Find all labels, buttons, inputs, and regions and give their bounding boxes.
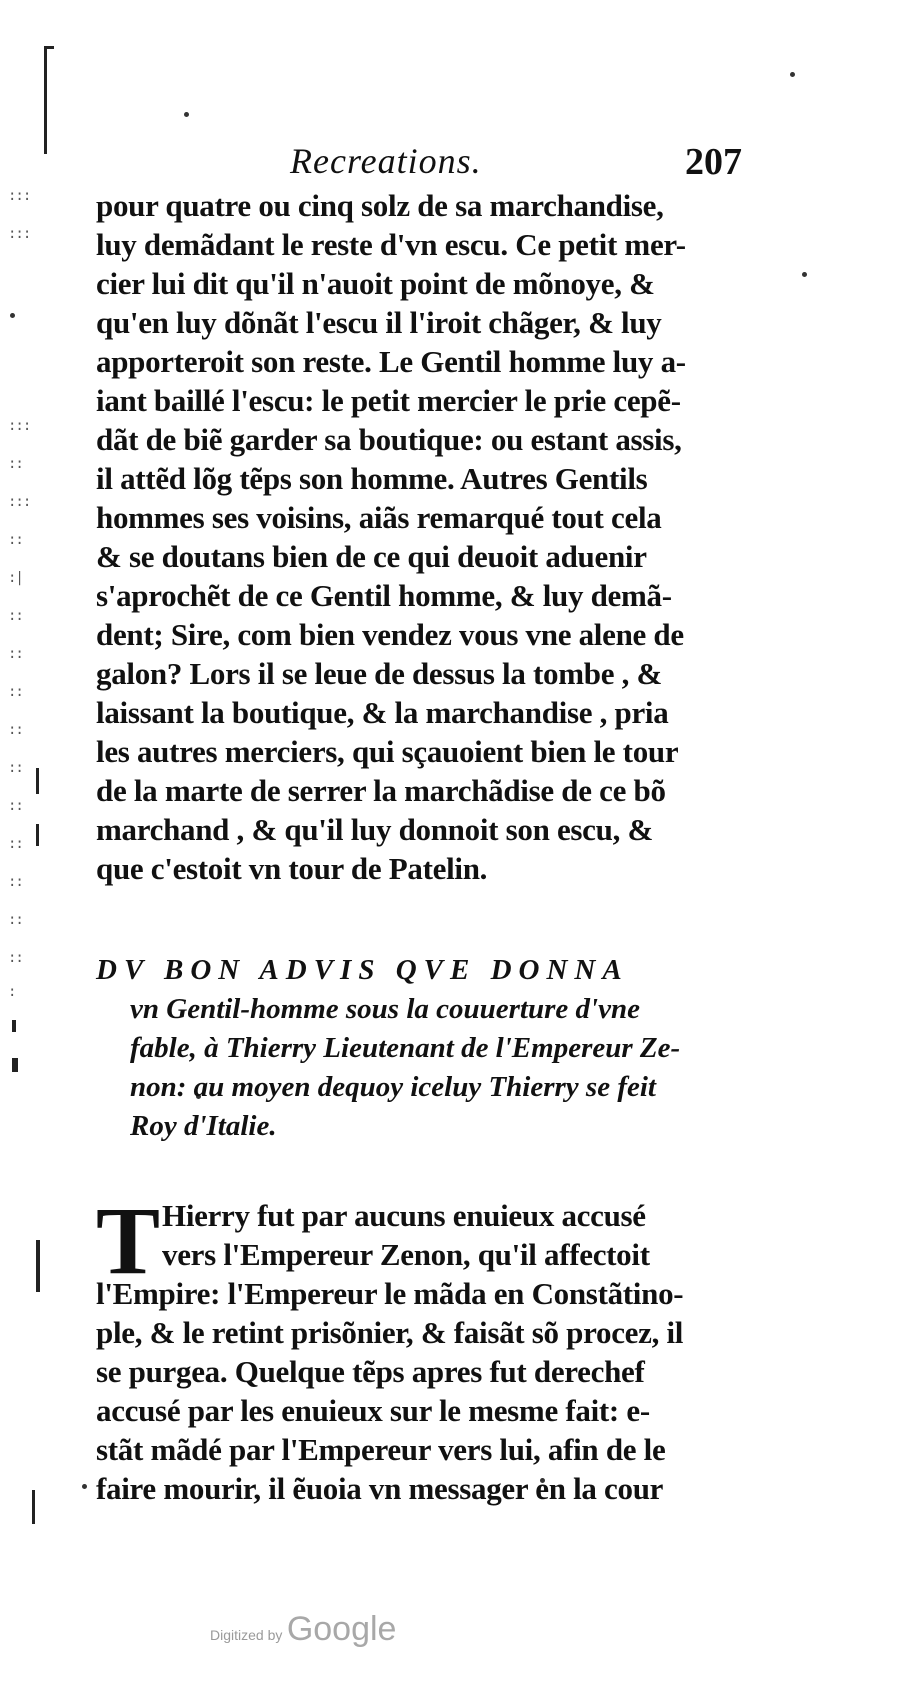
digitization-watermark [210, 1610, 396, 1649]
text-line: iant baillé l'escu: le petit mercier le prie cepẽ- [96, 383, 681, 418]
bleed-through-glyph: :: [8, 836, 23, 852]
text-line: dãt de biẽ garder sa boutique: ou estant assis, [96, 422, 682, 457]
text-line: dent; Sire, com bien vendez vous vne alene de [96, 617, 684, 652]
text-line: pour quatre ou cinq solz de sa marchandise, [96, 188, 664, 223]
margin-stroke [12, 1058, 18, 1072]
body-paragraph [96, 186, 756, 888]
margin-stroke [36, 1240, 40, 1292]
speck [10, 313, 15, 318]
bleed-through-glyph: :: [8, 608, 23, 624]
bleed-through-glyph: :: [8, 456, 23, 472]
bleed-through-glyph: ::: [8, 226, 31, 242]
speck [82, 1484, 87, 1489]
drop-cap: T [96, 1187, 160, 1294]
text-line: marchand , & qu'il luy donnoit son escu, & [96, 812, 654, 847]
margin-stroke [36, 768, 39, 794]
text-line: qu'en luy dõnãt l'escu il l'iroit chãger, & luy [96, 305, 662, 340]
left-edge-rule [44, 46, 54, 49]
page-number: 207 [685, 141, 742, 183]
text-line: de la marte de serrer la marchãdise de ce bõ [96, 773, 666, 808]
bleed-through-glyph: :: [8, 950, 23, 966]
text-line: galon? Lors il se leue de dessus la tombe , & [96, 656, 663, 691]
text-line: hommes ses voisins, aiãs remarqué tout cela [96, 500, 662, 535]
left-edge-rule [44, 46, 47, 154]
text-line: que c'estoit vn tour de Patelin. [96, 851, 488, 886]
watermark-prefix: Digitized by [210, 1627, 283, 1643]
text-line: apporteroit son reste. Le Gentil homme luy a- [96, 344, 686, 379]
margin-stroke [36, 824, 39, 846]
chapter-title-line: DV BON ADVIS QVE DONNA [96, 954, 629, 986]
bleed-through-glyph: :| [8, 570, 23, 586]
text-line: Hierry fut par aucuns enuieux accusé [162, 1198, 646, 1233]
text-line: & se doutans bien de ce qui deuoit aduenir [96, 539, 647, 574]
bleed-through-glyph: :: [8, 798, 23, 814]
bleed-through-glyph: :: [8, 912, 23, 928]
text-line: faire mourir, il ẽuoia vn messager en la cour [96, 1471, 664, 1506]
chapter-body [96, 1187, 766, 1508]
bleed-through-glyph: :: [8, 874, 23, 890]
chapter-title-line: fable, à Thierry Lieutenant de l'Empereur Ze- [130, 1032, 681, 1064]
bleed-through-glyph: ::: [8, 494, 31, 510]
text-line: s'aprochẽt de ce Gentil homme, & luy demã- [96, 578, 672, 613]
margin-stroke [32, 1490, 35, 1524]
bleed-through-glyph: : [8, 984, 16, 1000]
watermark-brand: Google [286, 1610, 397, 1648]
text-line: laissant la boutique, & la marchandise , pria [96, 695, 669, 730]
text-line: il attẽd lõg tẽps son homme. Autres Gentils [96, 461, 648, 496]
speck [802, 272, 807, 277]
text-line: les autres merciers, qui sçauoient bien le tour [96, 734, 679, 769]
text-line: ple, & le retint prisõnier, & faisãt sõ procez, il [96, 1315, 684, 1350]
speck [184, 112, 189, 117]
text-line: luy demãdant le reste d'vn escu. Ce petit mer- [96, 227, 686, 262]
text-line: accusé par les enuieux sur le mesme fait: e- [96, 1393, 650, 1428]
text-line: cier lui dit qu'il n'auoit point de mõnoye, & [96, 266, 655, 301]
text-line: stãt mãdé par l'Empereur vers lui, afin de le [96, 1432, 666, 1467]
running-head: Recreations. [290, 141, 482, 181]
bleed-through-glyph: :: [8, 722, 23, 738]
bleed-through-glyph: ::: [8, 188, 31, 204]
bleed-through-glyph: ::: [8, 418, 31, 434]
bleed-through-glyph: :: [8, 760, 23, 776]
chapter-title-line: vn Gentil-homme sous la couuerture d'vne [130, 993, 640, 1025]
bleed-through-glyph: :: [8, 684, 23, 700]
text-line: l'Empire: l'Empereur le mãda en Constãtino- [96, 1276, 684, 1311]
page-header [0, 140, 899, 190]
chapter-title-line: Roy d'Italie. [130, 1110, 277, 1142]
text-line: vers l'Empereur Zenon, qu'il affectoit [162, 1237, 650, 1272]
bleed-through-glyph: :: [8, 532, 23, 548]
margin-stroke [12, 1020, 16, 1032]
speck [790, 72, 795, 77]
chapter-title [96, 950, 766, 1145]
chapter-title-line: non: au moyen dequoy iceluy Thierry se feit [130, 1071, 656, 1103]
bleed-through-glyph: :: [8, 646, 23, 662]
text-line: se purgea. Quelque tẽps apres fut derechef [96, 1354, 645, 1389]
